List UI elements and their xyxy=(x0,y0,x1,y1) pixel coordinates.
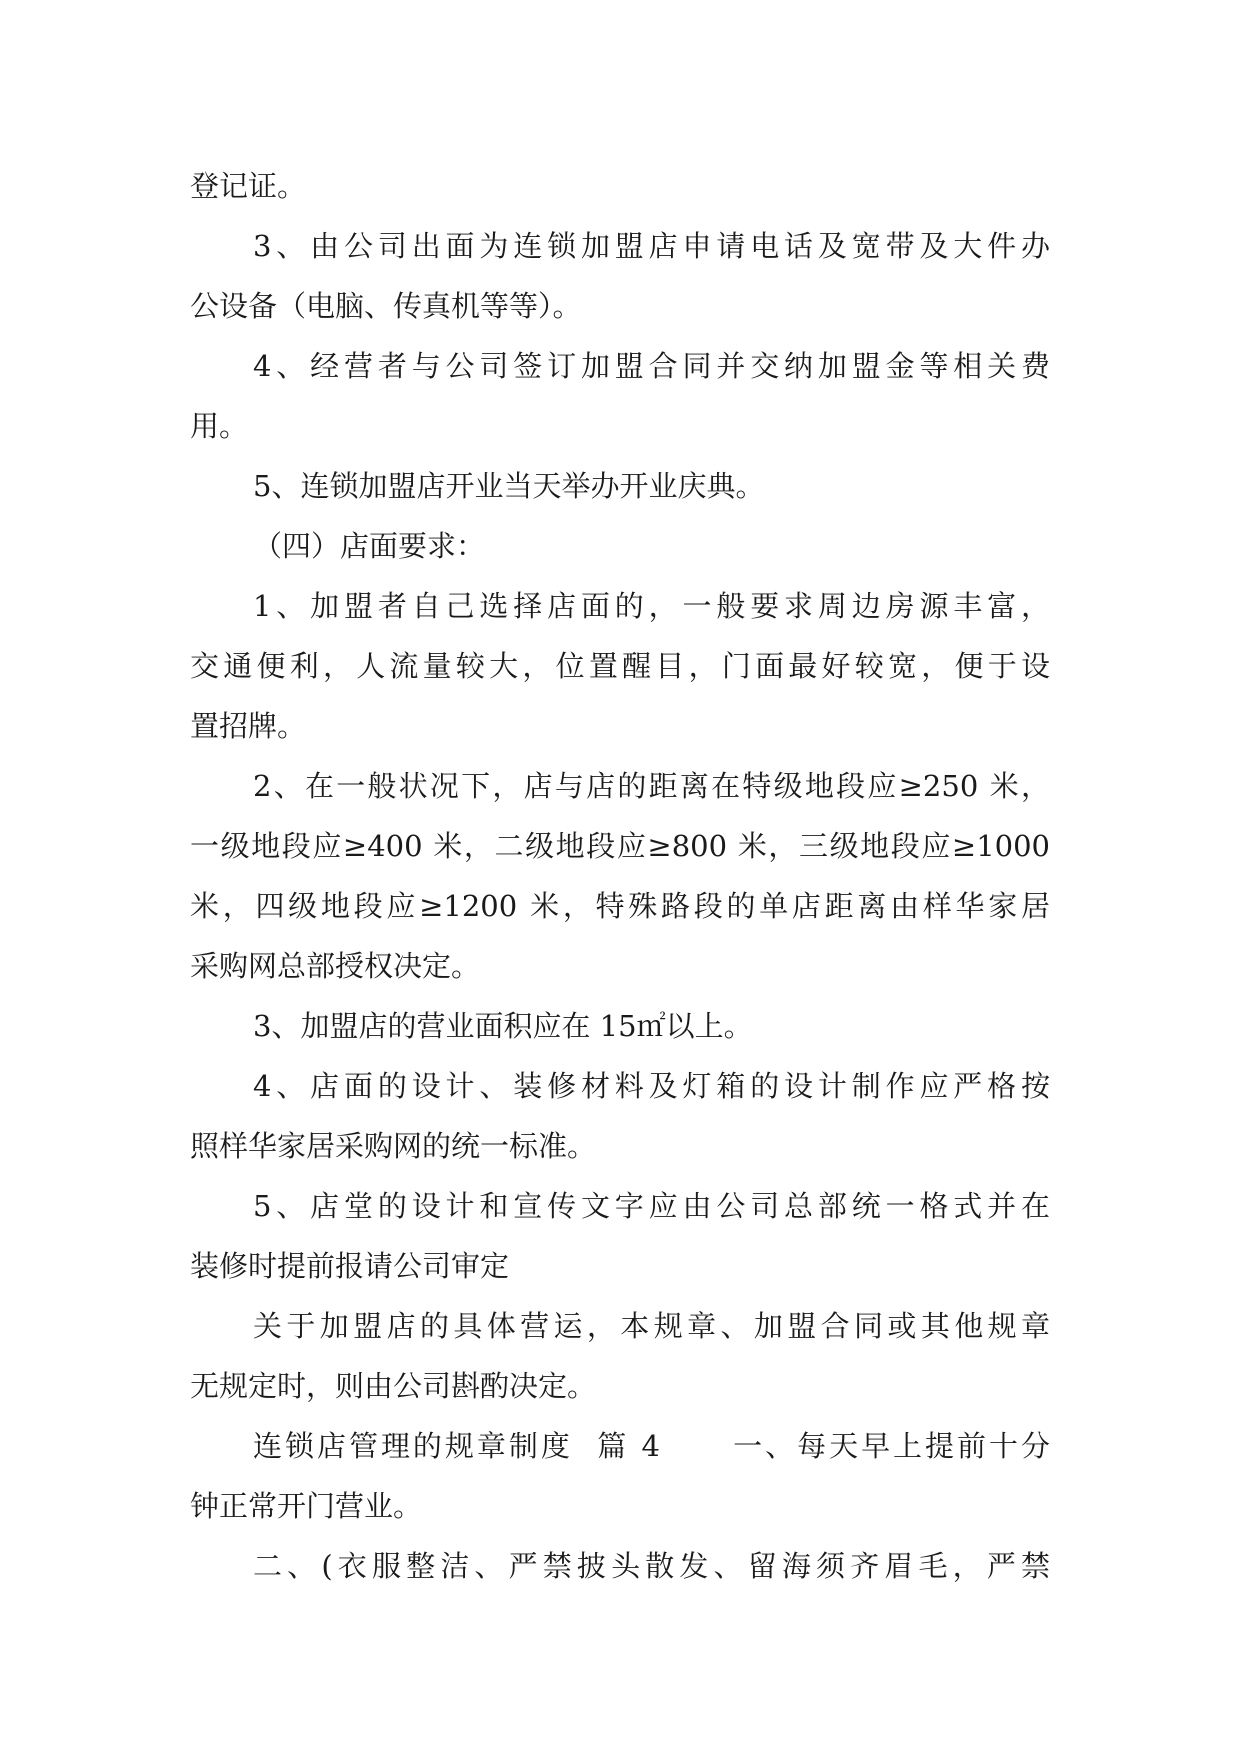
text-line-14: 采购网总部授权决定。 xyxy=(190,949,481,983)
text-line-10: 置招牌。 xyxy=(190,709,307,743)
text-line-16: 4、店面的设计、装修材料及灯箱的设计制作应严格按 xyxy=(253,1069,1050,1103)
text-line-5: 用。 xyxy=(190,409,249,443)
text-line-8: 1、加盟者自己选择店面的，一般要求周边房源丰富， xyxy=(253,589,1050,623)
text-line-15: 3、加盟店的营业面积应在 15㎡以上。 xyxy=(253,1009,753,1043)
section-heading: （四）店面要求： xyxy=(253,529,486,563)
text-line-23: 钟正常开门营业。 xyxy=(190,1489,423,1523)
text-line-13: 米，四级地段应≥1200 米，特殊路段的单店距离由样华家居 xyxy=(190,889,1050,923)
text-line-4: 4、经营者与公司签订加盟合同并交纳加盟金等相关费 xyxy=(253,349,1050,383)
text-line-19: 装修时提前报请公司审定 xyxy=(190,1249,510,1283)
text-line-1: 登记证。 xyxy=(190,169,307,203)
text-line-20: 关于加盟店的具体营运，本规章、加盟合同或其他规章 xyxy=(253,1309,1050,1343)
text-line-6: 5、连锁加盟店开业当天举办开业庆典。 xyxy=(253,469,765,503)
text-line-18: 5、店堂的设计和宣传文字应由公司总部统一格式并在 xyxy=(253,1189,1050,1223)
text-line-21: 无规定时，则由公司斟酌决定。 xyxy=(190,1369,597,1403)
text-line-12: 一级地段应≥400 米，二级地段应≥800 米，三级地段应≥1000 xyxy=(190,829,1050,863)
text-line-24: 二、(衣服整洁、严禁披头散发、留海须齐眉毛，严禁 xyxy=(253,1549,1050,1583)
text-line-9: 交通便利，人流量较大，位置醒目，门面最好较宽，便于设 xyxy=(190,649,1050,683)
text-line-11: 2、在一般状况下，店与店的距离在特级地段应≥250 米， xyxy=(253,769,1050,803)
text-line-22: 连锁店管理的规章制度 篇 4 一、每天早上提前十分 xyxy=(253,1429,1050,1463)
text-line-17: 照样华家居采购网的统一标准。 xyxy=(190,1129,597,1163)
text-line-3: 公设备（电脑、传真机等等）。 xyxy=(190,289,582,323)
text-line-2: 3、由公司出面为连锁加盟店申请电话及宽带及大件办 xyxy=(253,229,1050,263)
